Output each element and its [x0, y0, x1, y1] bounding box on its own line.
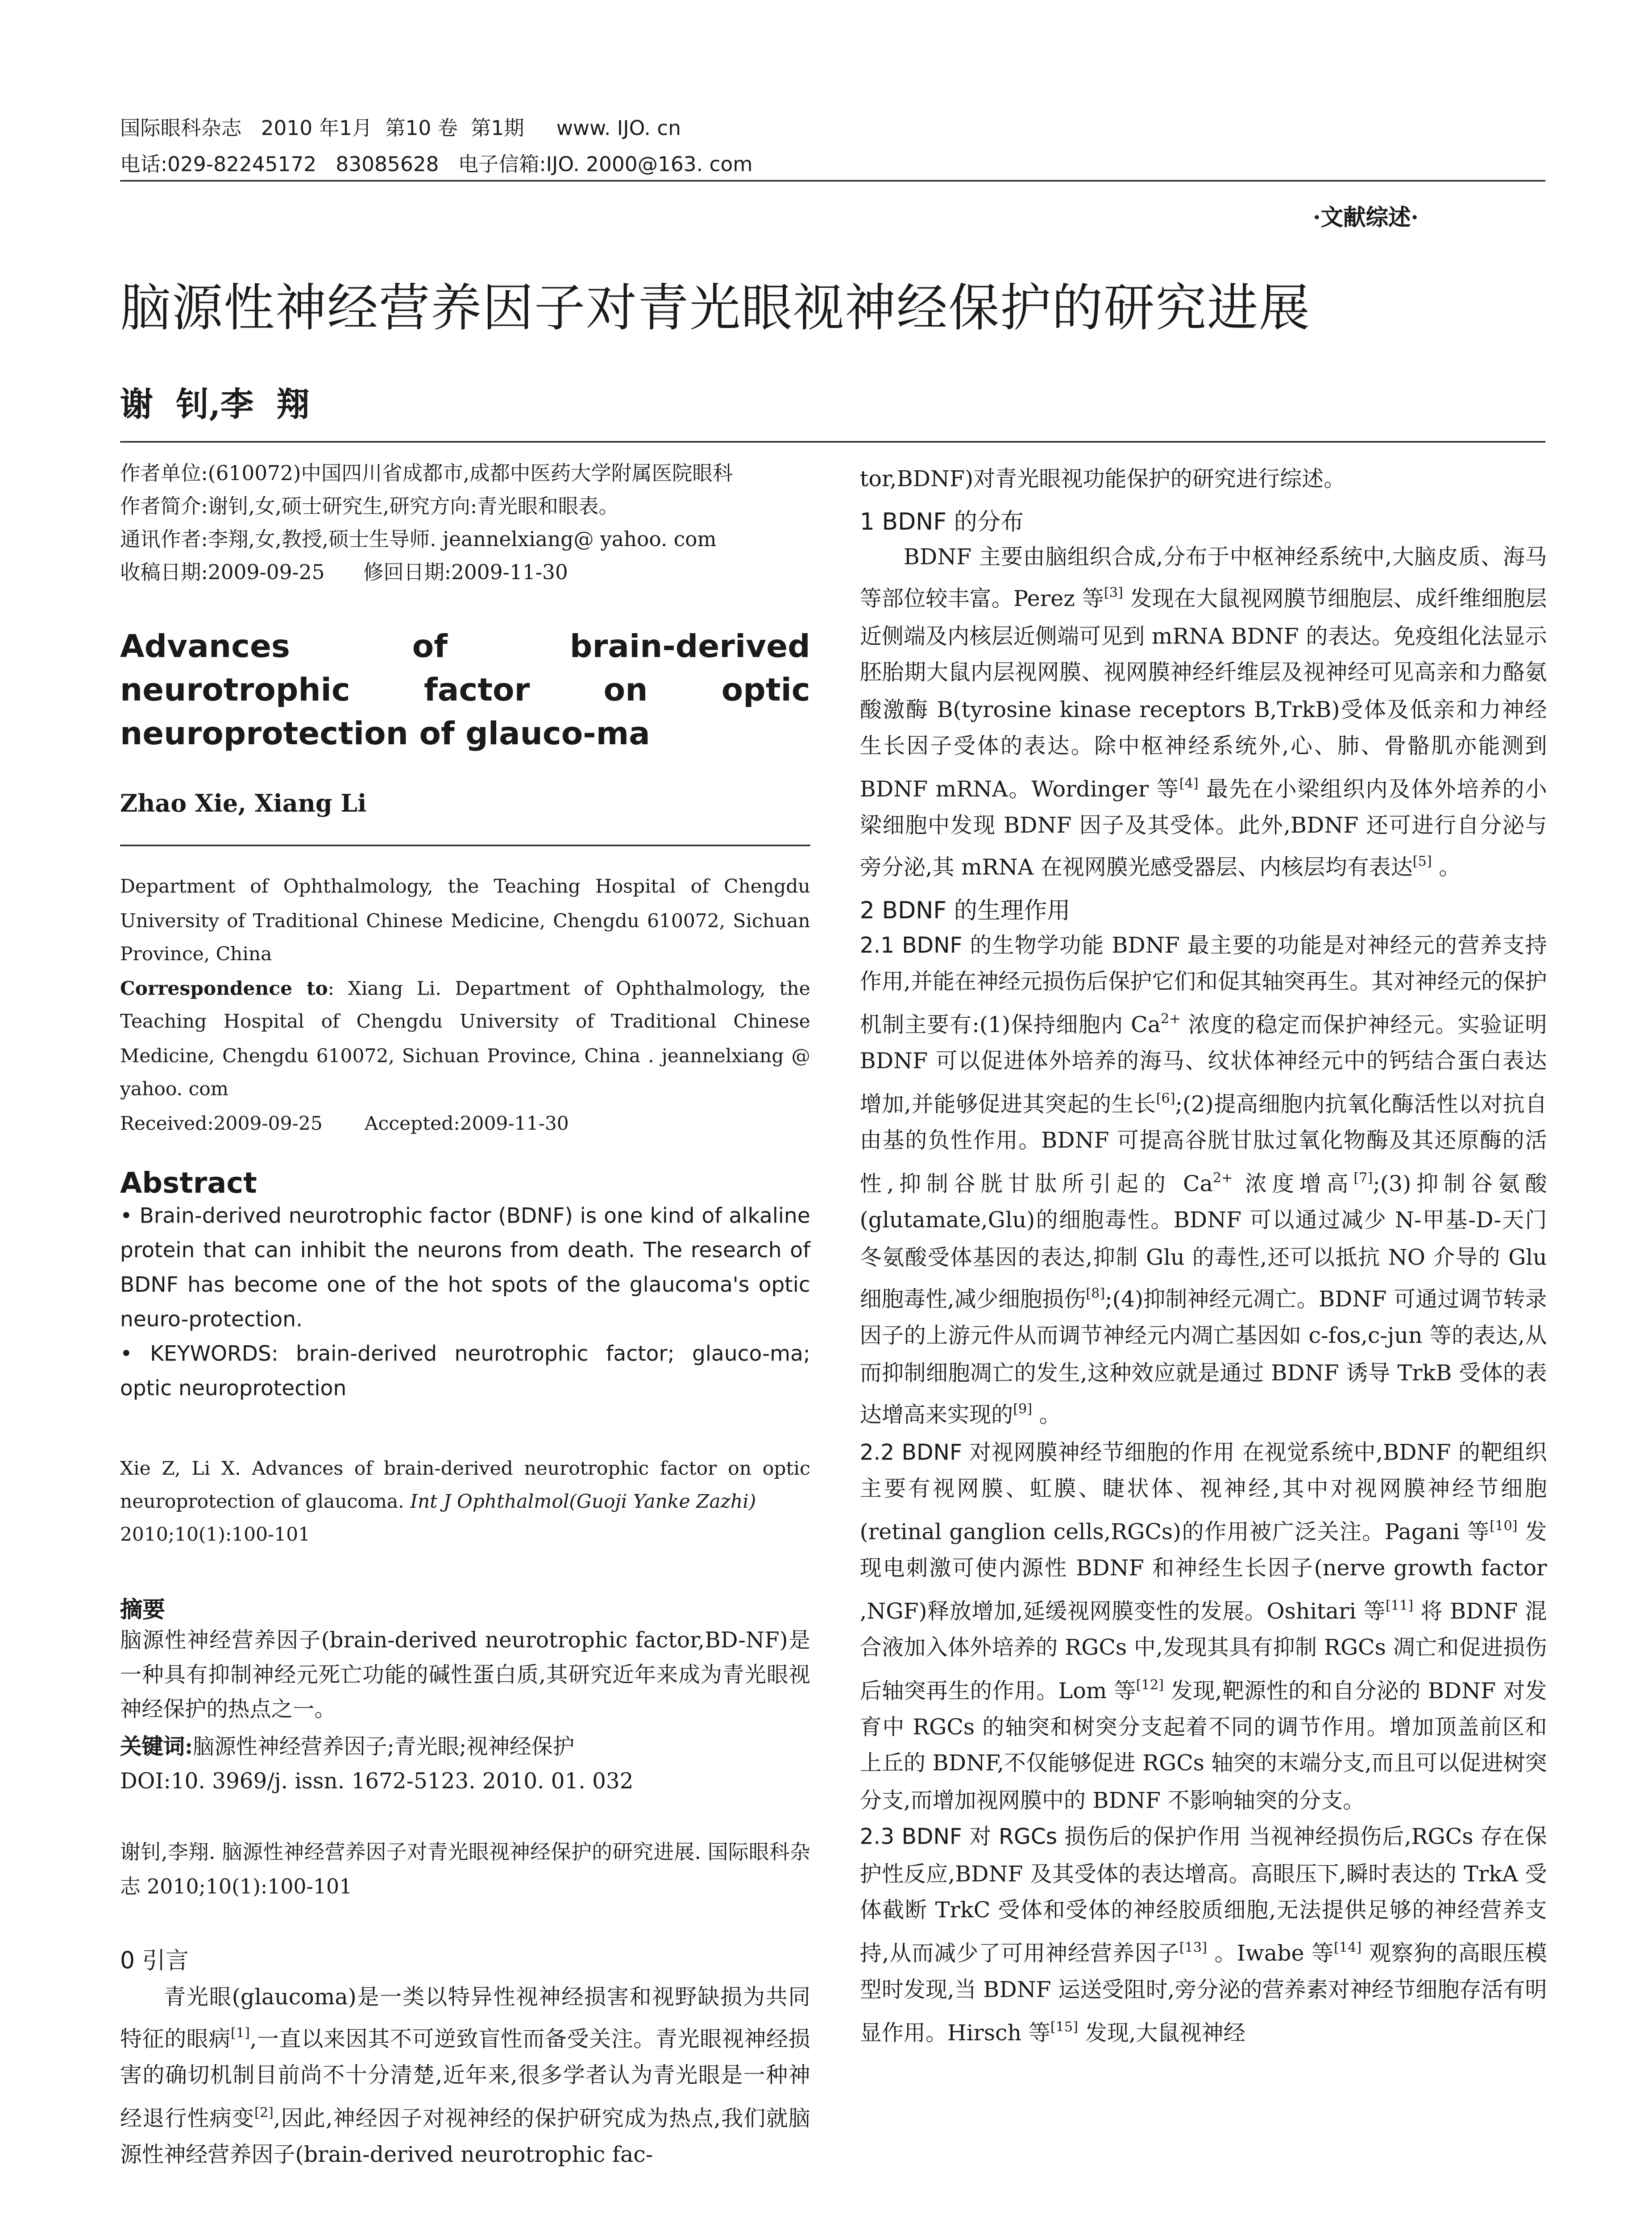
ref-7: [7] — [1353, 1171, 1373, 1186]
section-2-heading: 2 BDNF 的生理作用 — [859, 896, 1071, 924]
running-header-journal: 国际眼科杂志 2010 年1月 第10 卷 第1期 www. IJO. cn — [120, 117, 681, 141]
doi: DOI:10. 3969/j. issn. 1672-5123. 2010. 01. 032 — [120, 1770, 634, 1794]
s22-text-b: 发现电刺激可使内源性 BDNF 和神经生长因子(nerve growth factor ,NGF)释放增加,延缓视网膜变性的发展。Oshitari 等 — [859, 1519, 1547, 1624]
s21-text-a: BDNF 最主要的功能是对神经元的营养支持作用,并能在神经元损伤后保护它们和促其轴突再生。其对神经元的保护机制主要有:(1)保持细胞内 Ca — [859, 933, 1547, 1038]
ref-9: [9] — [1013, 1403, 1033, 1418]
ref-2: [2] — [254, 2106, 274, 2122]
citation-text: Xie Z, Li X. Advances of brain-derived neurotrophic factor on optic neuroprotection of glaucoma. — [120, 1456, 810, 1513]
s23-text-b: 。Iwabe 等 — [1207, 1941, 1334, 1967]
s23-text-c: 观察狗的高眼压模型时发现,当 BDNF 运送受阻时,旁分泌的营养素对神经节细胞存活有明显作用。Hirsch 等 — [859, 1941, 1547, 2046]
intro-text-1: 青光眼(glaucoma)是一类以特异性视神经损害和视野缺损为共同特征的眼病 — [120, 1984, 810, 2053]
s1-text-c: 最先在小梁组织内及体外培养的小梁细胞中发现 BDNF 因子及其受体。此外,BDNF 还可进行自分泌与旁分泌,其 mRNA 在视网膜光感受器层、内核层均有表达 — [859, 776, 1547, 881]
intro-continued: tor,BDNF)对青光眼视功能保护的研究进行综述。 — [859, 466, 1346, 492]
s21-text-f: ;(4)抑制神经元凋亡。BDNF 可通过调节转录因子的上游元件从而调节神经元内凋亡基因如 c-fos,c-jun 等的表达,从而抑制细胞凋亡的发生,这种效应就是通过 BDNF 诱导 TrkB 受体的表达增高来实现的 — [859, 1287, 1547, 1429]
s23-text-a: 当视神经损伤后,RGCs 存在保护性反应,BDNF 及其受体的表达增高。高眼压下,瞬时表达的 TrkA 受体截断 TrkC 受体和受体的神经胶质细胞,无法提供足够的神经营养支持,从而减少了可用神经营养因子 — [859, 1825, 1547, 1967]
page-title: 脑源性神经营养因子对青光眼视神经保护的研究进展 — [120, 279, 1311, 339]
author-intro: 作者简介:谢钊,女,硕士研究生,研究方向:青光眼和眼表。 — [120, 495, 619, 519]
ref-13: [13] — [1179, 1941, 1207, 1957]
ref-1: [1] — [231, 2027, 250, 2042]
ref-4: [4] — [1179, 776, 1199, 792]
section-2-3-heading: 2.3 BDNF 对 RGCs 损伤后的保护作用 — [859, 1826, 1241, 1851]
english-correspondence — [120, 971, 810, 1107]
superscript-ca-2: 2+ — [1212, 1171, 1233, 1186]
section-2-3-paragraph — [860, 1820, 1547, 2053]
keywords-label: 关键词: — [120, 1733, 193, 1759]
abstract-heading: Abstract — [120, 1167, 257, 1200]
author-unit: 作者单位:(610072)中国四川省成都市,成都中医药大学附属医院眼科 — [120, 462, 733, 486]
received-dates: 收稿日期:2009-09-25 修回日期:2009-11-30 — [120, 561, 568, 585]
english-dates: Received:2009-09-25 Accepted:2009-11-30 — [120, 1111, 569, 1134]
abstract-text: • Brain-derived neurotrophic factor (BDNF) is one kind of alkaline protein that can inhibit the neurons from death. The research of BDNF has become one of the hot spots of the glaucoma's optic neuro-protection. — [120, 1205, 810, 1332]
s21-text-g: 。 — [1032, 1403, 1061, 1429]
intro-paragraph — [120, 1980, 810, 2175]
s21-text-d: 浓度增高 — [1233, 1171, 1354, 1197]
intro-text-2: ,一直以来因其不可逆致盲性而备受关注。青光眼视神经损害的确切机制目前尚不十分清楚,近年来,很多学者认为青光眼是一种神经退行性病变 — [120, 2027, 810, 2132]
s1-text-a: BDNF 主要由脑组织合成,分布于中枢神经系统中,大脑皮质、海马等部位较丰富。Perez 等 — [859, 544, 1547, 613]
ref-14: [14] — [1334, 1941, 1362, 1957]
affiliation-rule — [120, 845, 810, 846]
ref-15: [15] — [1050, 2020, 1078, 2036]
superscript-ca: 2+ — [1160, 1012, 1181, 1028]
section-label: ·文献综述· — [1313, 204, 1419, 231]
ref-6: [6] — [1156, 1092, 1175, 1107]
chinese-abstract-text: 脑源性神经营养因子(brain-derived neurotrophic factor,BD-NF)是一种具有抑制神经元死亡功能的碱性蛋白质,其研究近年来成为青光眼视神经保护的热点之一。 — [120, 1629, 810, 1723]
s21-text-b: 浓度的稳定而保护神经元。实验证明 BDNF 可以促进体外培养的海马、纹状体神经元中的钙结合蛋白表达增加,并能够促进其突起的生长 — [859, 1012, 1547, 1117]
s1-text-b: 发现在大鼠视网膜节细胞层、成纤维细胞层近侧端及内核层近侧端可见到 mRNA BDNF 的表达。免疫组化法显示胚胎期大鼠内层视网膜、视网膜神经纤维层及视神经可见高亲和力酪氨酸激酶 B(tyrosine kinase receptors B,TrkB)受体及低亲和力神经生长因子受体的表达。除中枢神经系统外,心、肺、骨骼肌亦能测到 BDNF mRNA。Wordinger 等 — [859, 586, 1547, 802]
chinese-authors: 谢 钊,李 翔 — [120, 386, 310, 425]
keywords-text: 脑源性神经营养因子;青光眼;视神经保护 — [193, 1735, 575, 1759]
english-authors: Zhao Xie, Xiang Li — [120, 789, 367, 818]
section-2-2-heading: 2.2 BDNF 对视网膜神经节细胞的作用 — [859, 1441, 1235, 1466]
ref-5: [5] — [1412, 855, 1432, 871]
ref-8: [8] — [1086, 1287, 1105, 1302]
s22-text-c: 将 BDNF 混合液加入体外培养的 RGCs 中,发现其具有抑制 RGCs 凋亡和促进损伤后轴突再生的作用。Lom 等 — [859, 1598, 1547, 1704]
intro-heading: 0 引言 — [120, 1948, 189, 1975]
ref-3: [3] — [1104, 587, 1123, 602]
s23-text-d: 发现,大鼠视神经 — [1078, 2020, 1245, 2046]
left-column — [120, 458, 810, 2175]
section-2-1-paragraph — [860, 929, 1547, 1435]
s21-text-e: ;(3)抑制谷氨酸(glutamate,Glu)的细胞毒性。BDNF 可以通过减少 N-甲基-D-天门冬氨酸受体基因的表达,抑制 Glu 的毒性,还可以抵抗 NO 介导的 Glu 细胞毒性,减少细胞损伤 — [859, 1171, 1547, 1313]
header-rule — [120, 180, 1545, 181]
section-1-paragraph — [860, 539, 1547, 887]
s1-text-d: 。 — [1432, 855, 1461, 881]
section-1-heading: 1 BDNF 的分布 — [859, 508, 1024, 535]
section-2-1-heading: 2.1 BDNF 的生物学功能 — [859, 934, 1104, 959]
chinese-abstract-heading: 摘要 — [120, 1596, 165, 1624]
s22-text-a: 在视觉系统中,BDNF 的靶组织主要有视网膜、虹膜、睫状体、视神经,其中对视网膜神经节细胞(retinal ganglion cells,RGCs)的作用被广泛关注。Pagani 等 — [859, 1440, 1547, 1545]
abstract-keywords: • KEYWORDS: brain-derived neurotrophic factor; glauco-ma; optic neuroprotection — [120, 1343, 810, 1402]
running-header-contact: 电话:029-82245172 83085628 电子信箱:IJO. 2000@163. com — [120, 153, 753, 177]
english-affiliation: Department of Ophthalmology, the Teaching Hospital of Chengdu University of Traditional Chinese Medicine, Chengdu 610072, Sichuan Province, China — [120, 875, 810, 965]
correspondence-text: : Xiang Li. Department of Ophthalmology, the Teaching Hospital of Chengdu University of Traditional Chinese Medicine, Chengdu 610072, Sichuan Province, China . jeannelxiang @ yahoo. com — [120, 976, 810, 1100]
title-rule — [120, 441, 1545, 443]
english-title: Advances of brain-derived neurotrophic factor on optic neuroprotection of glauco-ma — [120, 628, 810, 752]
right-column — [860, 462, 1547, 2053]
chinese-keywords — [120, 1729, 810, 1766]
citation-journal: Int J Ophthalmol(Guoji Yanke Zazhi) — [410, 1489, 756, 1513]
section-2-2-paragraph — [860, 1435, 1547, 1820]
s22-text-d: 发现,靶源性的和自分泌的 BDNF 对发育中 RGCs 的轴突和树突分支起着不同的调节作用。增加顶盖前区和上丘的 BDNF,不仅能够促进 RGCs 轴突的末端分支,而且可以促进树突分支,而增加视网膜中的 BDNF 不影响轴突的分支。 — [859, 1678, 1547, 1814]
ref-11: [11] — [1385, 1599, 1414, 1614]
ref-12: [12] — [1136, 1678, 1164, 1693]
citation-year: 2010;10(1):100-101 — [120, 1522, 311, 1546]
corresponding-author: 通讯作者:李翔,女,教授,硕士生导师. jeannelxiang@ yahoo. com — [120, 528, 717, 552]
ref-10: [10] — [1490, 1519, 1518, 1534]
correspondence-label: Correspondence to — [120, 976, 328, 999]
english-citation — [120, 1452, 810, 1551]
intro-text-3: ,因此,神经因子对视神经的保护研究成为热点,我们就脑源性神经营养因子(brain-derived neurotrophic fac- — [120, 2106, 810, 2169]
s21-text-c: ;(2)提高细胞内抗氧化酶活性以对抗自由基的负性作用。BDNF 可提高谷胱甘肽过氧化物酶及其还原酶的活性,抑制谷胱甘肽所引起的 Ca — [859, 1091, 1547, 1197]
chinese-citation: 谢钊,李翔. 脑源性神经营养因子对青光眼视神经保护的研究进展. 国际眼科杂志 2010;10(1):100-101 — [120, 1841, 810, 1900]
